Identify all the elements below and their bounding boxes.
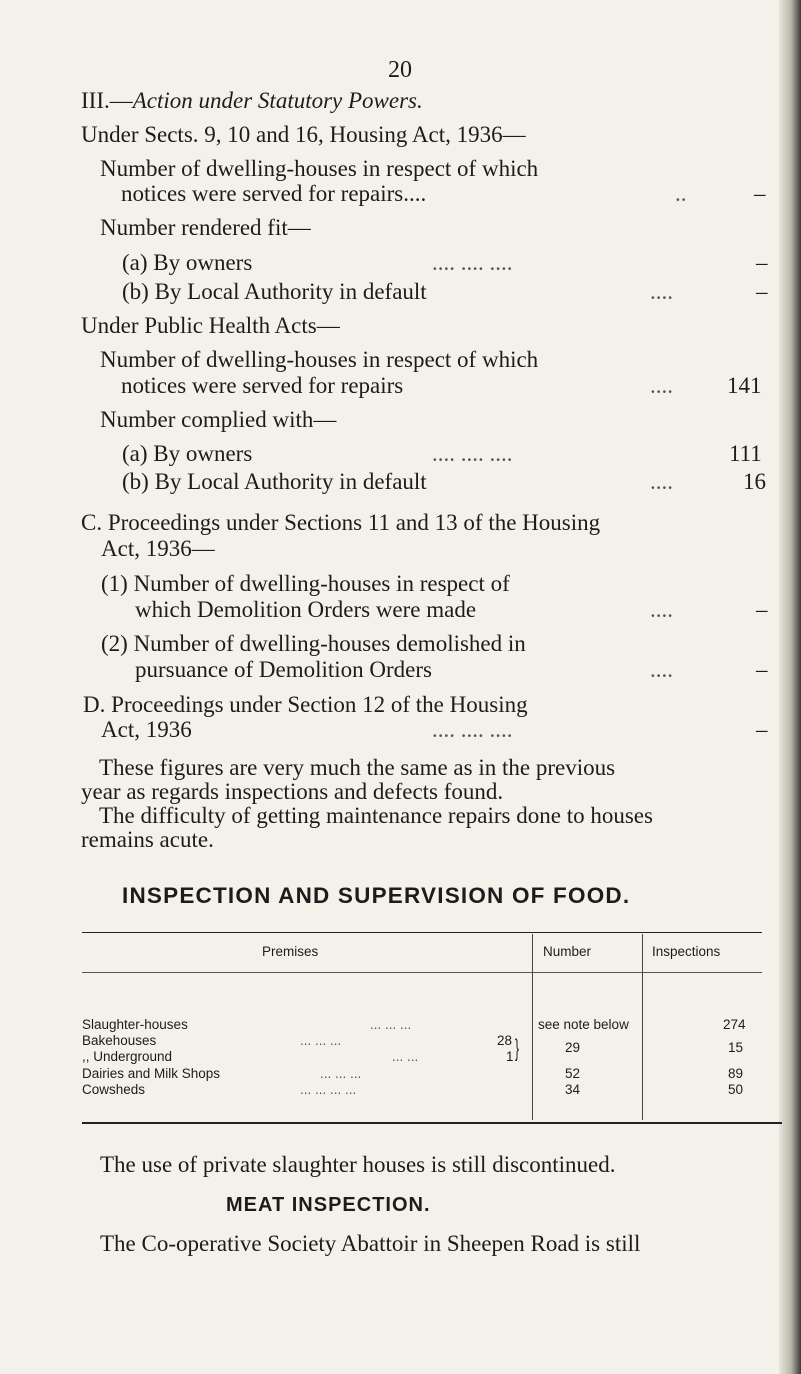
table-top-rule xyxy=(82,932,762,933)
table-header-number: Number xyxy=(543,944,592,959)
table-bottom-rule xyxy=(82,1122,782,1124)
paragraph-line-4: remains acute. xyxy=(81,827,214,852)
housing-act-heading: Under Sects. 9, 10 and 16, Housing Act, 1936— xyxy=(81,122,526,147)
rendered-fit-heading: Number rendered fit— xyxy=(100,215,311,240)
section-heading xyxy=(81,87,423,115)
table-row-inspections: 89 xyxy=(728,1066,744,1081)
table-row-sub-number: 1 xyxy=(506,1049,514,1064)
section-c-line-1: C. Proceedings under Sections 11 and 13 of the Housing xyxy=(81,510,601,535)
table-row-premises: Dairies and Milk Shops xyxy=(82,1066,221,1081)
leader-dots: .. xyxy=(675,181,687,206)
brace: } xyxy=(515,1035,520,1062)
leader-dots: ... ... xyxy=(392,1049,419,1064)
leader-dots: ... ... ... ... xyxy=(300,1082,357,1097)
notices-value: – xyxy=(754,181,766,206)
section-c-item-1-line-1: (1) Number of dwelling-houses in respect of xyxy=(101,571,510,596)
table-row-number: 52 xyxy=(565,1066,581,1081)
table-row-inspections: 50 xyxy=(728,1082,744,1097)
table-row-premises: ,, Underground xyxy=(82,1049,173,1064)
page-edge-shadow xyxy=(779,0,801,1374)
leader-dots: .... xyxy=(650,279,673,304)
leader-dots: ... ... ... xyxy=(320,1066,362,1081)
leader-dots: ... ... ... xyxy=(300,1033,342,1048)
leader-dots: .... .... .... xyxy=(432,717,513,742)
leader-dots: .... xyxy=(650,469,673,494)
section-c-item-1-line-2: which Demolition Orders were made xyxy=(135,597,477,622)
page-number: 20 xyxy=(388,57,412,83)
paragraph-line-1: These figures are very much the same as in the previous xyxy=(99,755,616,780)
leader-dots: .... xyxy=(650,657,673,682)
after-table-text: The use of private slaughter houses is still discontinued. xyxy=(100,1152,616,1177)
table-header-inspections: Inspections xyxy=(652,944,721,959)
meat-inspection-heading: MEAT INSPECTION. xyxy=(226,1194,431,1216)
table-column-divider xyxy=(642,934,643,1120)
table-row-premises: Slaughter-houses xyxy=(82,1017,188,1032)
leader-dots: ... ... ... xyxy=(370,1017,412,1032)
table-header-rule xyxy=(82,972,762,973)
last-line-text: The Co-operative Society Abattoir in Sheepen Road is still xyxy=(100,1231,641,1256)
leader-dots: .... .... .... xyxy=(432,441,513,466)
table-row-inspections: 15 xyxy=(728,1040,744,1055)
complied-heading: Number complied with— xyxy=(100,407,337,432)
table-header-premises: Premises xyxy=(262,944,319,959)
ph-owners-value: 111 xyxy=(729,441,762,466)
table-row-number: see note below xyxy=(538,1017,629,1032)
section-c-line-2: Act, 1936— xyxy=(101,536,215,561)
table-row-premises: Bakehouses xyxy=(82,1033,157,1048)
leader-dots: .... .... .... xyxy=(432,250,513,275)
section-c-item-2-line-2: pursuance of Demolition Orders xyxy=(135,657,433,682)
by-local-authority-label: (b) By Local Authority in default xyxy=(122,279,427,304)
table-column-divider xyxy=(532,934,533,1120)
food-inspection-heading: INSPECTION AND SUPERVISION OF FOOD. xyxy=(122,883,631,908)
table-row-number: 29 xyxy=(565,1040,581,1055)
table-row-inspections: 274 xyxy=(723,1017,746,1032)
table-row-premises: Cowsheds xyxy=(82,1082,146,1097)
table-row-sub-number: 28 xyxy=(497,1033,513,1048)
section-heading-prefix: III.— xyxy=(81,88,133,113)
notices-line-1: Number of dwelling-houses in respect of which xyxy=(100,156,539,181)
paragraph-line-2: year as regards inspections and defects found. xyxy=(81,779,504,804)
section-c-item-2-line-1: (2) Number of dwelling-houses demolished in xyxy=(101,631,526,656)
ph-local-authority-value: 16 xyxy=(743,469,766,494)
ph-notices-line-1: Number of dwelling-houses in respect of which xyxy=(100,347,539,372)
paragraph-line-3: The difficulty of getting maintenance repairs done to houses xyxy=(99,803,653,828)
leader-dots: .... xyxy=(650,373,673,398)
ph-local-authority-label: (b) By Local Authority in default xyxy=(122,469,427,494)
by-owners-label: (a) By owners xyxy=(122,250,253,275)
table-row-number: 34 xyxy=(565,1082,581,1097)
section-d-line-1: D. Proceedings under Section 12 of the Housing xyxy=(83,692,528,717)
ph-notices-line-2: notices were served for repairs xyxy=(121,373,404,398)
notices-line-2: notices were served for repairs.... xyxy=(121,181,427,206)
section-heading-title: Action under Statutory Powers. xyxy=(132,88,423,113)
section-c-item-1-value: – xyxy=(756,597,768,622)
section-c-item-2-value: – xyxy=(756,657,768,682)
section-d-value: – xyxy=(756,717,768,742)
leader-dots: .... xyxy=(650,597,673,622)
by-owners-value: – xyxy=(756,250,768,275)
ph-notices-value: 141 xyxy=(727,373,762,398)
by-local-authority-value: – xyxy=(756,279,768,304)
section-d-line-2: Act, 1936 xyxy=(101,717,192,742)
public-health-heading: Under Public Health Acts— xyxy=(81,313,340,338)
ph-owners-label: (a) By owners xyxy=(122,441,253,466)
